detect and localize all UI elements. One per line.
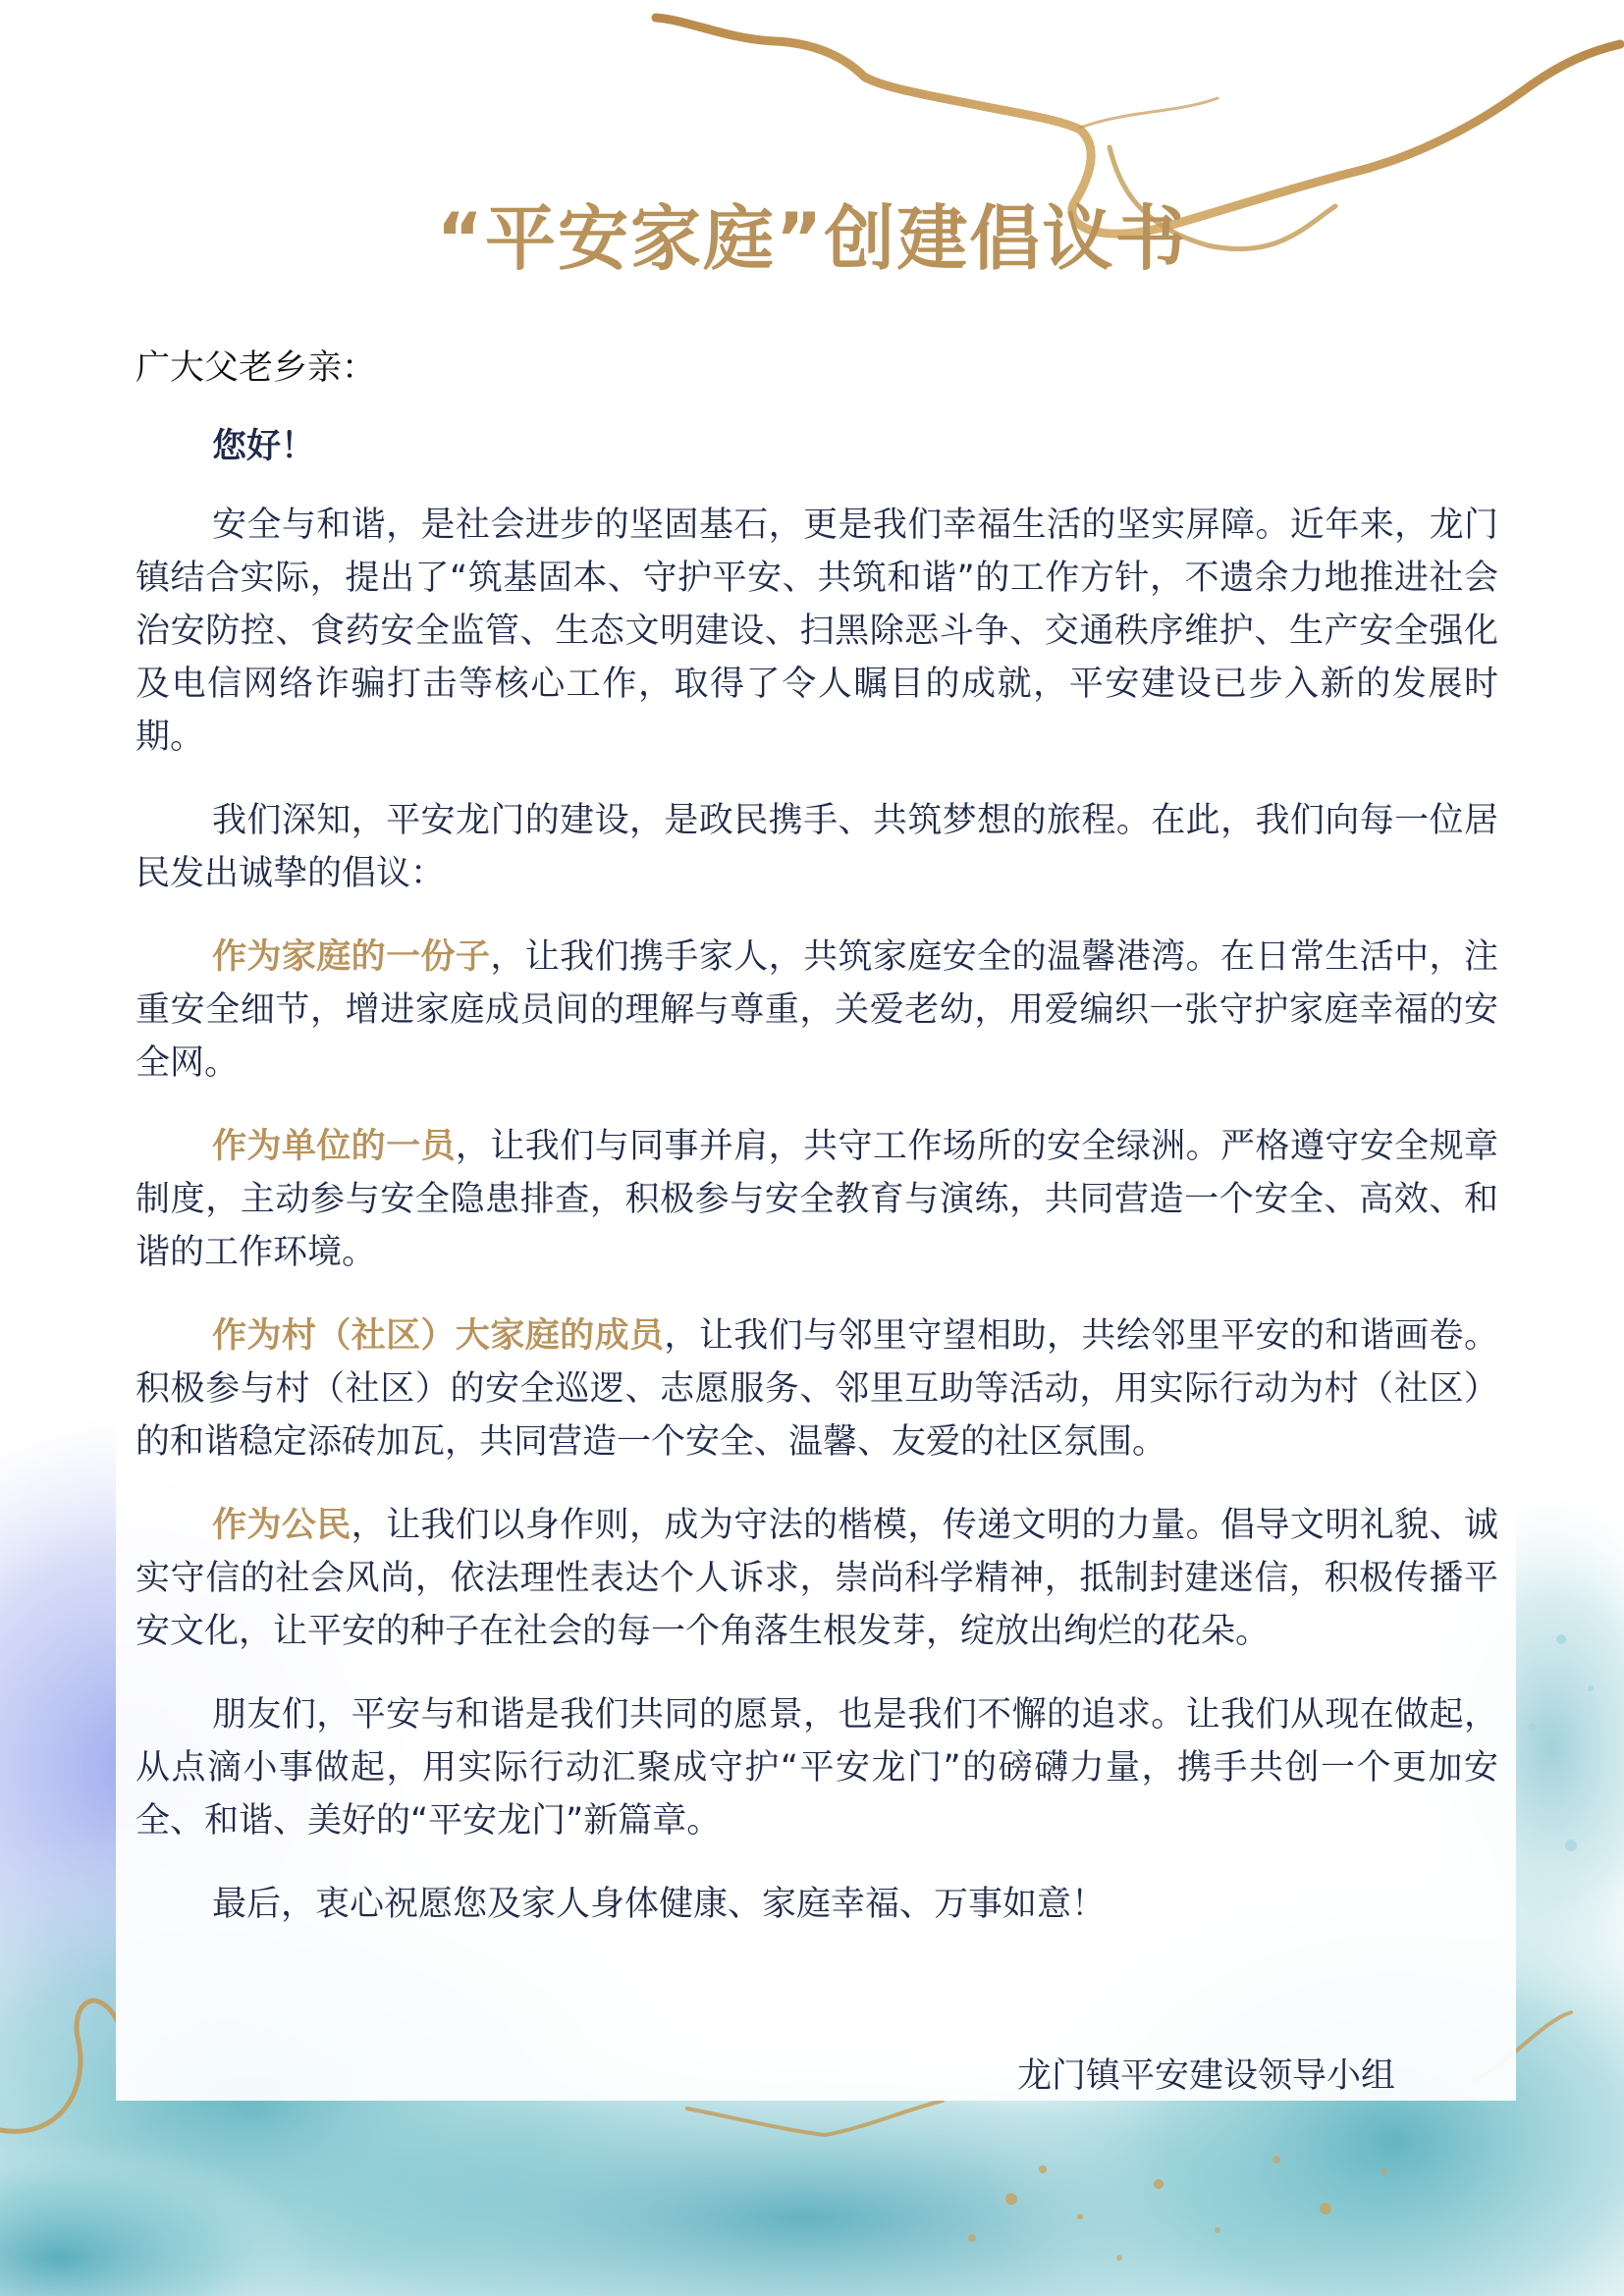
paragraph-text: ，让我们以身作则，成为守法的楷模，传递文明的力量。倡导文明礼貌、诚实守信的社会风尚，依法理性表达个人诉求，崇尚科学精神，抵制封建迷信，积极传播平安文化，让平安的种子在社会的每一个角落生根发芽，绽放出绚烂的花朵。 — [135, 1506, 1498, 1651]
paragraph-workplace — [135, 1120, 1498, 1279]
paragraph-family — [135, 931, 1498, 1090]
paragraph-call — [135, 794, 1498, 900]
paragraph-text: ，让我们与同事并肩，共守工作场所的安全绿洲。严格遵守安全规章制度，主动参与安全隐患排查，积极参与安全教育与演练，共同营造一个安全、高效、和谐的工作环境。 — [135, 1127, 1498, 1272]
highlight-lead: 作为家庭的一份子 — [212, 937, 491, 977]
paragraph-friends — [135, 1688, 1498, 1847]
signature: 龙门镇平安建设领导小组 — [1017, 2056, 1396, 2096]
letter-body — [135, 342, 1498, 1956]
paragraph-community — [135, 1309, 1498, 1468]
paragraph-intro — [135, 499, 1498, 764]
paragraph-text: ，让我们与邻里守望相助，共绘邻里平安的和谐画卷。积极参与村（社区）的安全巡逻、志愿服务、邻里互助等活动，用实际行动为村（社区）的和谐稳定添砖加瓦，共同营造一个安全、温馨、友爱的社区氛围。 — [135, 1316, 1498, 1462]
page-title: “平安家庭”创建倡议书 — [436, 197, 1188, 280]
paragraph-text: 最后，衷心祝愿您及家人身体健康、家庭幸福、万事如意！ — [212, 1885, 1107, 1924]
paragraph-text: 朋友们，平安与和谐是我们共同的愿景，也是我们不懈的追求。让我们从现在做起，从点滴小事做起，用实际行动汇聚成守护“平安龙门”的磅礴力量，携手共创一个更加安全、和谐、美好的“平安龙门”新篇章。 — [135, 1695, 1498, 1841]
highlight-lead: 作为单位的一员 — [212, 1127, 456, 1166]
highlight-lead: 作为村（社区）大家庭的成员 — [212, 1316, 665, 1356]
paragraph-closing — [135, 1878, 1498, 1931]
paragraph-text: ，让我们携手家人，共筑家庭安全的温馨港湾。在日常生活中，注重安全细节，增进家庭成员间的理解与尊重，关爱老幼，用爱编织一张守护家庭幸福的安全网。 — [135, 937, 1498, 1083]
greeting: 您好！ — [212, 427, 316, 466]
paragraph-text: 安全与和谐，是社会进步的坚固基石，更是我们幸福生活的坚实屏障。近年来，龙门镇结合实际，提出了“筑基固本、守护平安、共筑和谐”的工作方针，不遗余力地推进社会治安防控、食药安全监管、生态文明建设、扫黑除恶斗争、交通秩序维护、生产安全强化及电信网络诈骗打击等核心工作，取得了令人瞩目的成就，平安建设已步入新的发展时期。 — [135, 506, 1498, 757]
paragraph-citizen — [135, 1499, 1498, 1658]
paragraph-text: 我们深知，平安龙门的建设，是政民携手、共筑梦想的旅程。在此，我们向每一位居民发出诚挚的倡议： — [135, 801, 1498, 893]
salutation: 广大父老乡亲： — [135, 348, 377, 388]
highlight-lead: 作为公民 — [212, 1506, 352, 1545]
